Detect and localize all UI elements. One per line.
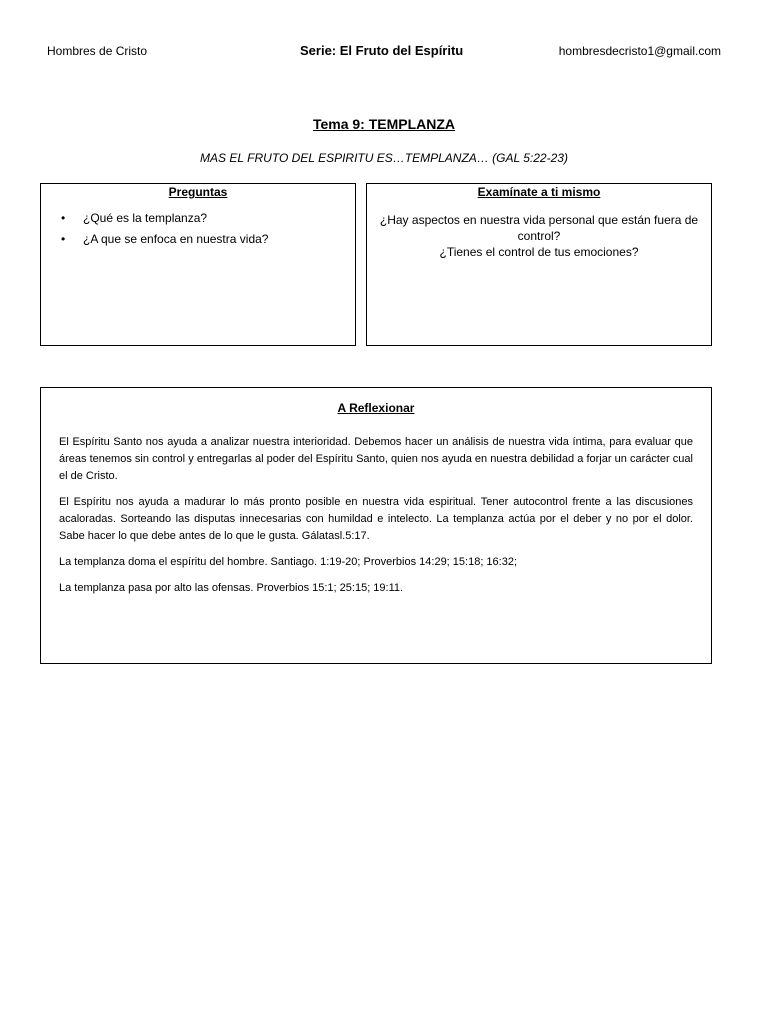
- question-text: ¿A que se enfoca en nuestra vida?: [83, 232, 269, 246]
- question-text: ¿Qué es la templanza?: [83, 211, 208, 225]
- header-author: Hombres de Cristo: [47, 44, 148, 58]
- questions-list: [41, 211, 355, 246]
- self-exam-question-2: ¿Tienes el control de tus emociones?: [439, 245, 639, 259]
- bullet-icon: •: [61, 211, 66, 225]
- list-item: [61, 232, 355, 246]
- self-exam-box: [366, 183, 712, 346]
- reflection-body: [59, 434, 693, 597]
- header-series: Serie: El Fruto del Espíritu: [300, 43, 464, 58]
- reflection-paragraph: El Espíritu nos ayuda a madurar lo más pronto posible en nuestra vida espiritual. Tener autocontrol frente a las discusiones acaloradas. Sorteando las disputas innecesarias con humildad e intelecto. La templanza actúa por el deber y no por el dolor. Sabe hacer lo que debe antes de lo que le gusta. Gálatasl.5:17.: [59, 496, 693, 542]
- questions-title: Preguntas: [168, 185, 228, 199]
- questions-box: [40, 183, 356, 346]
- bullet-icon: •: [61, 232, 66, 246]
- page-subtitle: MAS EL FRUTO DEL ESPIRITU ES…TEMPLANZA… (GAL 5:22-23): [200, 151, 568, 165]
- self-exam-title: Examínate a ti mismo: [477, 185, 601, 199]
- reflection-box: [40, 387, 712, 664]
- self-exam-question-1: ¿Hay aspectos en nuestra vida personal que están fuera de control?: [379, 213, 699, 243]
- reflection-paragraph: El Espíritu Santo nos ayuda a analizar nuestra interioridad. Debemos hacer un análisis de nuestra vida íntima, para evaluar que áreas tenemos sin control y entregarlas al poder del Espíritu Santo, quien nos ayuda en nuestra debilidad a forjar un carácter cual el de Cristo.: [59, 436, 693, 482]
- list-item: [61, 211, 355, 225]
- reflection-title: A Reflexionar: [337, 401, 415, 415]
- page-title: Tema 9: TEMPLANZA: [312, 116, 456, 132]
- self-exam-text: [373, 212, 705, 260]
- reflection-paragraph: La templanza doma el espíritu del hombre. Santiago. 1:19-20; Proverbios 14:29; 15:18; 16:32;: [59, 556, 518, 568]
- reflection-paragraph: La templanza pasa por alto las ofensas. Proverbios 15:1; 25:15; 19:11.: [59, 582, 404, 594]
- header-email: hombresdecristo1@gmail.com: [558, 44, 721, 58]
